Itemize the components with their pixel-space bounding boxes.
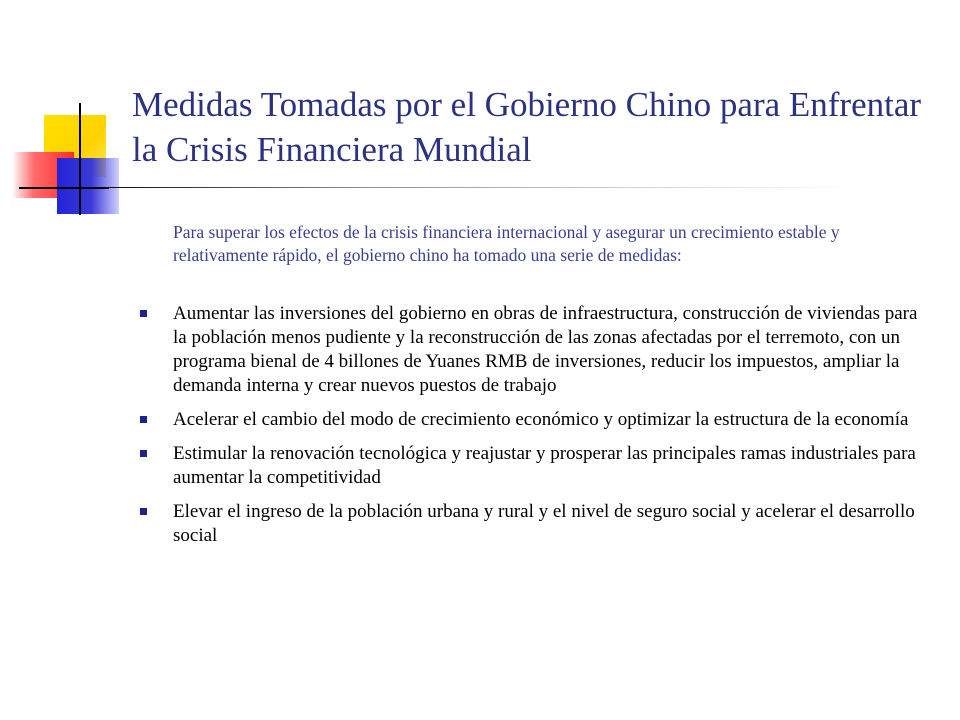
square-bullet-icon — [140, 450, 147, 457]
bullet-text: Elevar el ingreso de la población urbana y rural y el nivel de seguro social y acelerar el desarrollo social — [173, 501, 915, 546]
intro-paragraph: Para superar los efectos de la crisis financiera internacional y asegurar un crecimiento estable y relativamente rápido, el gobierno chino ha tomado una serie de medidas: — [173, 222, 840, 265]
slide-title: Medidas Tomadas por el Gobierno Chino para Enfrentar la Crisis Financiera Mundial — [132, 85, 922, 169]
square-bullet-icon — [140, 416, 147, 423]
list-item — [130, 500, 930, 548]
square-bullet-icon — [140, 310, 147, 317]
list-item — [130, 302, 930, 398]
title-divider — [80, 187, 860, 188]
bullet-text: Aumentar las inversiones del gobierno en obras de infraestructura, construcción de viviendas para la población menos pudiente y la reconstrucción de las zonas afectadas por el terremoto, con un programa bienal de 4 billones de Yuanes RMB de inversiones, reducir los impuestos, ampliar la demanda interna y crear nuevos puestos de trabajo — [173, 303, 918, 396]
square-bullet-icon — [140, 508, 147, 515]
blue-square — [57, 158, 119, 214]
bullet-list — [130, 302, 930, 558]
bullet-text: Acelerar el cambio del modo de crecimiento económico y optimizar la estructura de la economía — [173, 409, 909, 430]
list-item — [130, 442, 930, 490]
bullet-text: Estimular la renovación tecnológica y reajustar y prosperar las principales ramas industriales para aumentar la competitividad — [173, 443, 916, 488]
list-item — [130, 408, 930, 432]
logo-vertical-line — [79, 103, 81, 215]
